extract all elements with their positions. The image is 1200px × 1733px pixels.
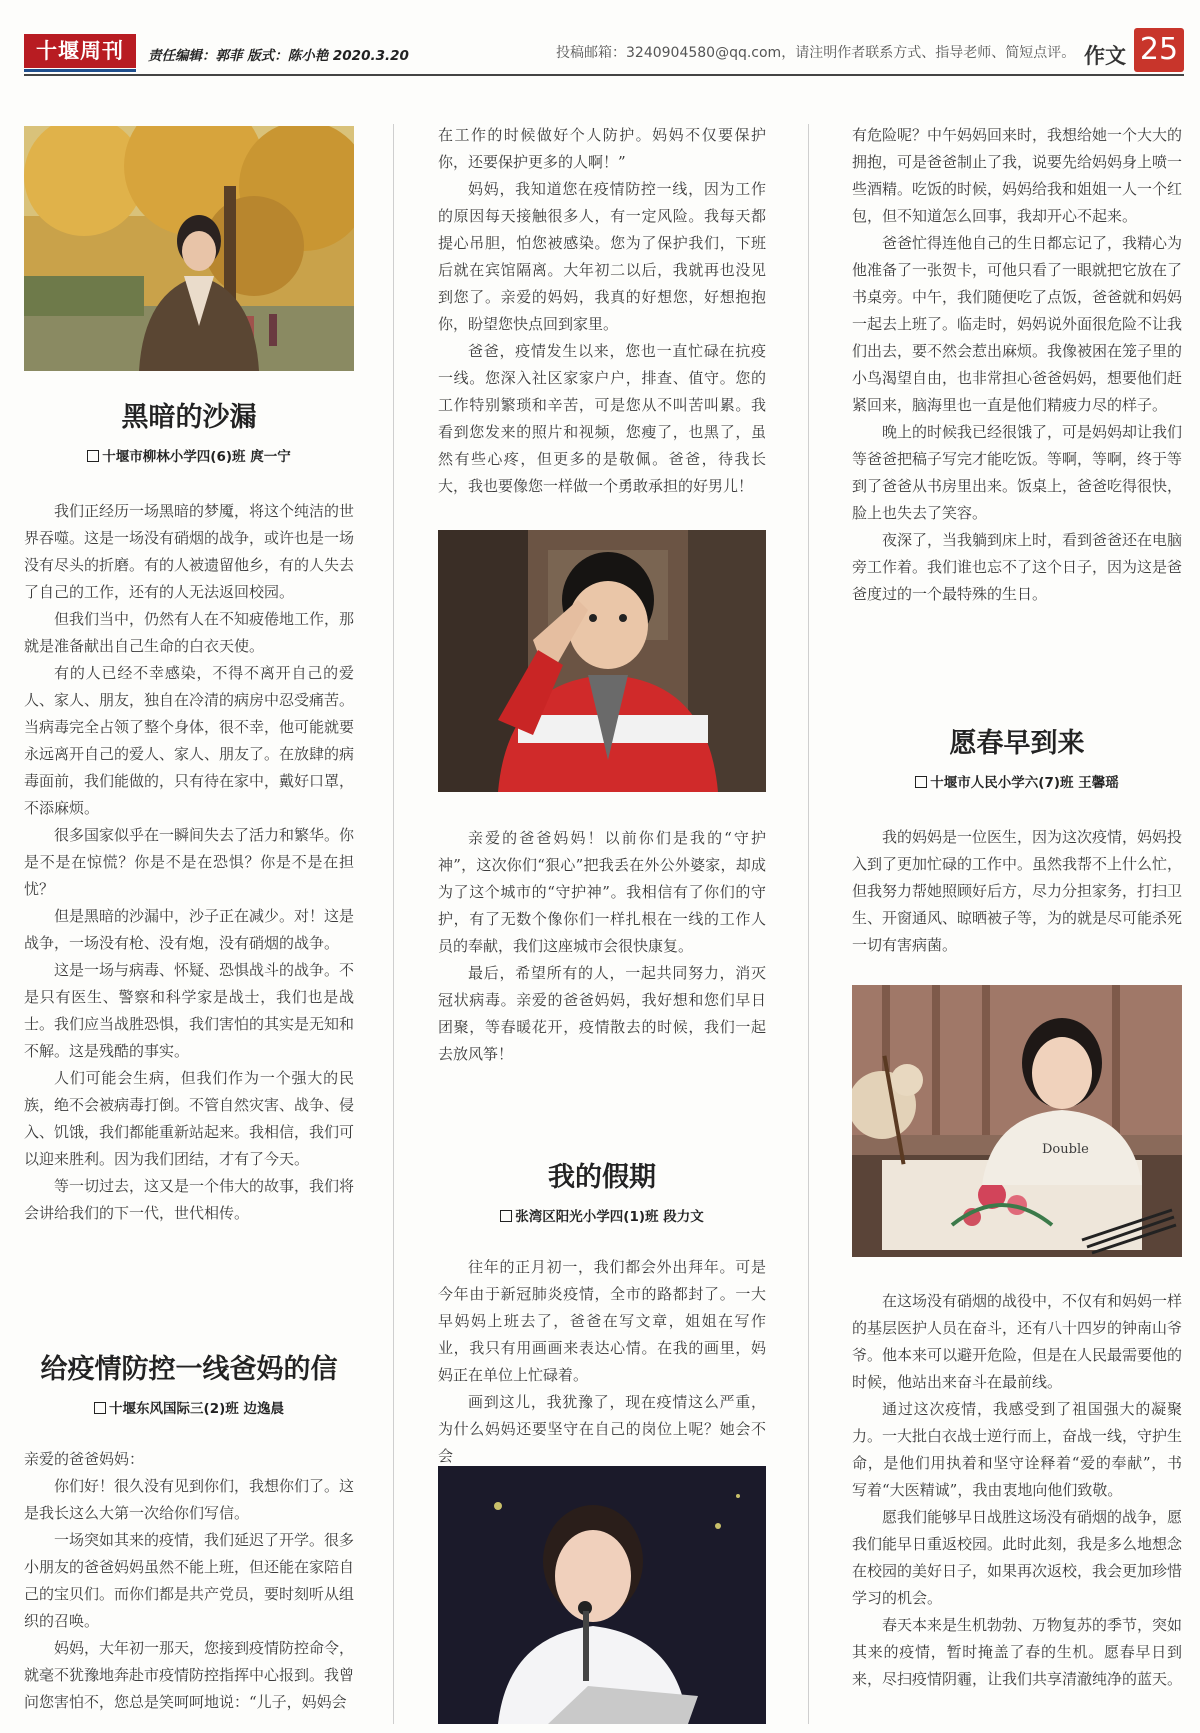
sweater-lettering: Double [1042, 1142, 1089, 1157]
article-my-holiday [438, 1160, 766, 1470]
paragraph: 很多国家似乎在一瞬间失去了活力和繁华。你是不是在惊慌？你是不是在恐惧？你是不是在担忧？ [24, 826, 355, 898]
masthead-logo: 十堰周刊 [24, 34, 136, 68]
section-name: 作文 [1084, 44, 1126, 68]
article-my-holiday-continued [852, 122, 1182, 608]
paragraph: 亲爱的爸爸妈妈！以前你们是我的“守护神”，这次你们“狠心”把我丢在外公外婆家，却成为了这个城市的“守护神”。我相信有了你们的守护，有了无数个像你们一样扎根在一线的工作人员的奉献，我们这座城市会很快康复。 [438, 829, 766, 955]
article-title: 我的假期 [548, 1162, 656, 1193]
paragraph: 晚上的时候我已经很饿了，可是妈妈却让我们等爸爸把稿子写完才能吃饭。等啊，等啊，终于等到了爸爸从书房里出来。饭桌上，爸爸吃得很快，脸上也失去了笑容。 [852, 423, 1183, 522]
page-number-badge: 25 [1134, 28, 1184, 72]
article-title: 给疫情防控一线爸妈的信 [40, 1354, 338, 1385]
paragraph: 等一切过去，这又是一个伟大的故事，我们将会讲给我们的下一代，世代相传。 [24, 1177, 355, 1222]
article-spring-continued [852, 1288, 1182, 1693]
paragraph: 亲爱的爸爸妈妈： [24, 1450, 145, 1468]
article-letter-ending [438, 825, 766, 1068]
article-letter-to-parents [24, 1352, 354, 1716]
article-byline: 十堰市人民小学六(7)班 王馨瑶 [852, 772, 1182, 794]
article-dark-hourglass [24, 400, 354, 1227]
paragraph: 我的妈妈是一位医生，因为这次疫情，妈妈投入到了更加忙碌的工作中。虽然我帮不上什么忙，但我努力帮她照顾好后方，尽力分担家务，打扫卫生、开窗通风、晾晒被子等，为的就是尽可能杀死一切有害病菌。 [852, 828, 1183, 954]
paragraph: 我们正经历一场黑暗的梦魇，将这个纯洁的世界吞噬。这是一场没有硝烟的战争，或许也是一场没有尽头的折磨。有的人被遗留他乡，有的人失去了自己的工作，还有的人无法返回校园。 [24, 502, 355, 601]
editor-credits: 责任编辑：郭菲 版式：陈小艳 2020.3.20 [148, 48, 409, 64]
article-title: 愿春早到来 [949, 728, 1085, 759]
paragraph: 有危险呢？中午妈妈回来时，我想给她一个大大的拥抱，可是爸爸制止了我，说要先给妈妈身上喷一些酒精。吃饭的时候，妈妈给我和姐姐一人一个红包，但不知道怎么回事，我却开心不起来。 [852, 126, 1183, 225]
page-header [24, 28, 1184, 76]
paragraph: 夜深了，当我躺到床上时，看到爸爸还在电脑旁工作着。我们谁也忘不了这个日子，因为这是爸爸度过的一个最特殊的生日。 [852, 531, 1183, 603]
paragraph: 画到这儿，我犹豫了，现在疫情这么严重，为什么妈妈还要坚守在自己的岗位上呢？她会不会 [438, 1393, 766, 1465]
paragraph: 但是黑暗的沙漏中，沙子正在减少。对！这是战争，一场没有枪、没有炮，没有硝烟的战争。 [24, 907, 355, 952]
paragraph: 有的人已经不幸感染，不得不离开自己的爱人、家人、朋友，独自在冷清的病房中忍受痛苦。当病毒完全占领了整个身体，很不幸，他可能就要永远离开自己的爱人、家人、朋友了。在放肆的病毒面前，我们能做的，只有待在家中，戴好口罩，不添麻烦。 [24, 664, 355, 817]
paragraph: 你们好！很久没有见到你们，我想你们了。这是我长这么大第一次给你们写信。 [24, 1477, 355, 1522]
photo-girl-autumn-tree [24, 126, 354, 371]
article-byline: 张湾区阳光小学四(1)班 段力文 [438, 1206, 766, 1228]
article-byline: 十堰市柳林小学四(6)班 庹一宁 [24, 446, 354, 468]
paragraph: 最后，希望所有的人，一起共同努力，消灭冠状病毒。亲爱的爸爸妈妈，我好想和您们早日团聚，等春暖花开，疫情散去的时候，我们一起去放风筝！ [438, 964, 766, 1063]
paragraph: 一场突如其来的疫情，我们延迟了开学。很多小朋友的爸爸妈妈虽然不能上班，但还能在家陪自己的宝贝们。而你们都是共产党员，要时刻听从组织的召唤。 [24, 1531, 355, 1630]
paragraph: 妈妈，大年初一那天，您接到疫情防控命令，就毫不犹豫地奔赴市疫情防控指挥中心报到。我曾问您害怕不，您总是笑呵呵地说：“儿子，妈妈会 [24, 1639, 355, 1711]
article-spring-come-early [852, 726, 1182, 959]
column-divider [808, 124, 809, 1724]
paragraph: 妈妈，我知道您在疫情防控一线，因为工作的原因每天接触很多人，有一定风险。我每天都提心吊胆，怕您被感染。您为了保护我们，下班后就在宾馆隔离。大年初二以后，我就再也没见到您了。亲爱的妈妈，我真的好想您，好想抱抱你，盼望您快点回到家里。 [438, 180, 766, 333]
article-byline: 十堰东风国际三(2)班 边逸晨 [24, 1398, 354, 1420]
paragraph: 这是一场与病毒、怀疑、恐惧战斗的战争。不是只有医生、警察和科学家是战士，我们也是战士。我们应当战胜恐惧，我们害怕的其实是无知和不解。这是残酷的事实。 [24, 961, 355, 1060]
photo-girl-microphone [438, 1466, 766, 1724]
paragraph: 愿我们能够早日战胜这场没有硝烟的战争，愿我们能早日重返校园。此时此刻，我是多么地想念在校园的美好日子，如果再次返校，我会更加珍惜学习的机会。 [852, 1508, 1183, 1607]
paragraph: 往年的正月初一，我们都会外出拜年。可是今年由于新冠肺炎疫情，全市的路都封了。一大早妈妈上班去了，爸爸在写文章，姐姐在写作业，我只有用画画来表达心情。在我的画里，妈妈正在单位上忙碌着。 [438, 1258, 766, 1384]
article-title: 黑暗的沙漏 [121, 402, 257, 433]
column-divider [393, 124, 394, 1724]
paragraph: 通过这次疫情，我感受到了祖国强大的凝聚力。一大批白衣战士逆行而上，奋战一线，守护生命，是他们用执着和坚守诠释着“爱的奉献”，书写着“大医精诚”，我由衷地向他们致敬。 [852, 1400, 1183, 1499]
paragraph: 人们可能会生病，但我们作为一个强大的民族，绝不会被病毒打倒。不管自然灾害、战争、侵入、饥饿，我们都能重新站起来。我相信，我们可以迎来胜利。因为我们团结，才有了今天。 [24, 1069, 355, 1168]
photo-girl-painting [852, 985, 1182, 1257]
photo-boy-salute [438, 530, 766, 792]
paragraph: 爸爸忙得连他自己的生日都忘记了，我精心为他准备了一张贺卡，可他只看了一眼就把它放在了书桌旁。中午，我们随便吃了点饭，爸爸就和妈妈一起去上班了。临走时，妈妈说外面很危险不让我们出去，要不然会惹出麻烦。我像被困在笼子里的小鸟渴望自由，也非常担心爸爸妈妈，想要他们赶紧回来，脑海里也一直是他们精疲力尽的样子。 [852, 234, 1183, 414]
submission-note: 投稿邮箱：3240904580@qq.com，请注明作者联系方式、指导老师、简短点评。 [556, 45, 1076, 61]
paragraph: 但我们当中，仍然有人在不知疲倦地工作，那就是准备献出自己生命的白衣天使。 [24, 610, 355, 655]
paragraph: 春天本来是生机勃勃、万物复苏的季节，突如其来的疫情，暂时掩盖了春的生机。愿春早日到来，尽扫疫情阴霾，让我们共享清澈纯净的蓝天。 [852, 1616, 1183, 1688]
article-letter-continued [438, 122, 766, 500]
paragraph: 在工作的时候做好个人防护。妈妈不仅要保护你，还要保护更多的人啊！” [438, 126, 766, 171]
paragraph: 在这场没有硝烟的战役中，不仅有和妈妈一样的基层医护人员在奋斗，还有八十四岁的钟南山爷爷。他本来可以避开危险，但是在人民最需要他的时候，他站出来奋斗在最前线。 [852, 1292, 1183, 1391]
paragraph: 爸爸，疫情发生以来，您也一直忙碌在抗疫一线。您深入社区家家户户，排查、值守。您的工作特别繁琐和辛苦，可是您从不叫苦叫累。我看到您发来的照片和视频，您瘦了，也黑了，虽然有些心疼，但更多的是敬佩。爸爸，待我长大，我也要像您一样做一个勇敢承担的好男儿！ [438, 342, 766, 495]
